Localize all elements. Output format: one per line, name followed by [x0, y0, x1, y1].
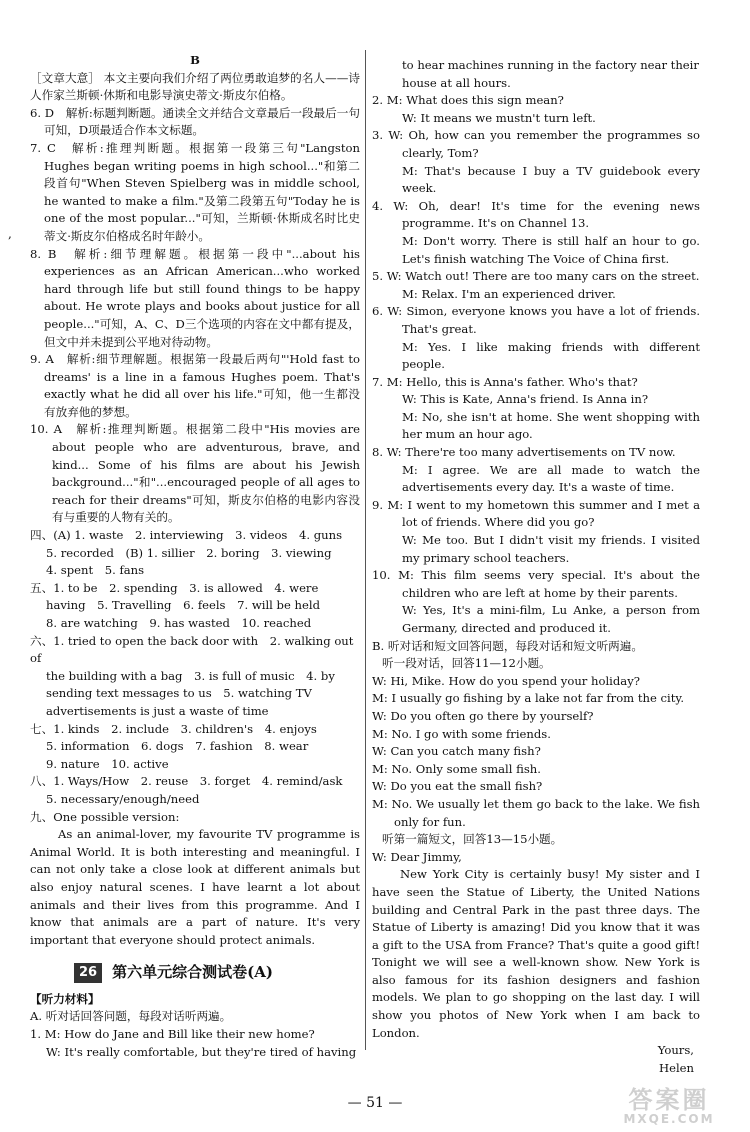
section-6-line: 六、1. tried to open the back door with 2. walking out of	[30, 633, 354, 666]
section-7-line: 七、1. kinds 2. include 3. children's 4. enjoys	[30, 721, 317, 736]
unit-title: 第六单元综合测试卷(A)	[112, 963, 273, 982]
dialogue-line: 3. W: Oh, how can you remember the programmes so clearly, Tom?	[372, 128, 700, 160]
answer-6: 6. D 解析:标题判断题。通读全文并结合文章最后一段最后一句可知，D项最适合作本文标题。	[30, 105, 360, 138]
dialogue-line: W: Me too. But I didn't visit my friends. I visited my primary school teachers.	[402, 533, 700, 565]
watermark-bottom: MXQE.COM	[623, 1112, 715, 1126]
section-4-line: 四、(A) 1. waste 2. interviewing 3. videos 4. guns	[30, 528, 343, 543]
dialogue-11-line: M: No. I go with some friends.	[372, 726, 551, 741]
dialogue-line: W: Yes, It's a mini-film, Lu Anke, a person from Germany, directed and produced it.	[402, 603, 700, 635]
passage-13-heading: 听第一篇短文，回答13—15小题。	[382, 832, 563, 847]
dialogue-line: 10. M: This film seems very special. It's about the children who are left at home by their parents.	[372, 568, 700, 600]
left-column	[30, 52, 360, 1061]
dialogue-11-line: W: Do you eat the small fish?	[372, 779, 543, 794]
answer-9: 9. A 解析:细节理解题。根据第一段最后两句"'Hold fast to dreams' is a line in a famous Hughes poem. That's exactly what he did all over his life."可知，他一生都没有放弃他的梦想。	[30, 352, 360, 419]
letter-closing: Yours,	[657, 1043, 694, 1058]
watermark	[594, 1088, 744, 1128]
part-a-instructions: A. 听对话回答问题，每段对话听两遍。	[30, 1009, 232, 1024]
dialogue-1-continued: to hear machines running in the factory near their	[402, 58, 699, 72]
section-4-line: 4. spent 5. fans	[46, 563, 145, 578]
dialogue-line: 9. M: I went to my hometown this summer and I met a lot of friends. Where did you go?	[372, 497, 700, 530]
answer-8: 8. B 解析:细节理解题。根据第一段中"...about his experiences as an African American...who worked hard through life but still found things to be happy about. He wrote plays and books about justice for all people..."可知，A、C、D三个选项的内容在文中都有提及，但文中并未提到公平地对待动物。	[30, 246, 360, 349]
dialogue-11-line: M: No. Only some small fish.	[372, 761, 541, 776]
section-5-line: 五、1. to be 2. spending 3. is allowed 4. were	[30, 580, 319, 595]
dialogue-list	[372, 92, 700, 637]
dialogue-line: M: Relax. I'm an experienced driver.	[402, 286, 616, 301]
section-6-line: the building with a bag 3. is full of music 4. by	[46, 668, 335, 683]
letter-body: New York City is certainly busy! My sister and I have seen the Statue of Liberty, the United Nations building and Central Park in the past three days. The Statue of Liberty is amazing! Did you know that it was a gift to the USA from France? That's quite a good gift! Tonight we will see a well-known show. New York is also famous for its fashion designers and fashion models. We plan to go shopping on the last day. I will show you photos of New York when I am back to London.	[372, 867, 700, 1040]
dialogue-line: W: It means we mustn't turn left.	[402, 110, 596, 125]
unit-heading	[74, 963, 360, 983]
dialogue-line: W: This is Kate, Anna's friend. Is Anna in?	[402, 392, 649, 407]
section-6-line: sending text messages to us 5. watching TV	[46, 686, 312, 701]
dialogue-line: M: Don't worry. There is still half an hour to go. Let's finish watching The Voice of China first.	[402, 233, 700, 266]
section-5-line: having 5. Travelling 6. feels 7. will be held	[46, 598, 320, 613]
dialogue-line: 5. W: Watch out! There are too many cars on the street.	[372, 269, 700, 284]
dialogue-11-line: M: No. We usually let them go back to the lake. We fish only for fun.	[372, 796, 700, 829]
dialogue-11-line: W: Can you catch many fish?	[372, 744, 541, 759]
dialogue-line: M: Yes. I like making friends with different people.	[402, 339, 700, 372]
dialogue-11-line: W: Hi, Mike. How do you spend your holiday?	[372, 673, 640, 688]
dialogue-11-line: W: Do you often go there by yourself?	[372, 708, 594, 723]
dialogue-1-line: W: It's really comfortable, but they're tired of having	[46, 1044, 357, 1059]
page-number: — 51 —	[347, 1095, 403, 1111]
article-summary: ［文章大意］ 本文主要向我们介绍了两位勇敢追梦的名人——诗人作家兰斯顿·休斯和电影导演史蒂文·斯皮尔伯格。	[30, 70, 360, 103]
section-8-line: 八、1. Ways/How 2. reuse 3. forget 4. remind/ask	[30, 774, 343, 789]
dialogue-11-heading: 听一段对话，回答11—12小题。	[382, 656, 551, 671]
right-column	[372, 57, 700, 1077]
letter-greeting: W: Dear Jimmy,	[372, 849, 462, 864]
answer-7: 7. C 解析:推理判断题。根据第一段第三句"Langston Hughes began writing poems in high school..."和第二段首句"When Steven Spielberg was in middle school, he wanted to make a film."及第二段第五句"Today he is one of the most popular..."可知，兰斯顿·休斯成名时比史蒂文·斯皮尔伯格成名时年龄小。	[30, 140, 360, 243]
dialogue-line: 6. W: Simon, everyone knows you have a lot of friends. That's great.	[372, 304, 700, 336]
sample-essay: As an animal-lover, my favourite TV programme is Animal World. It is both interesting and meaningful. I can not only take a close look at different animals but also enjoy natural scenes. I have learnt a lot about animals and their lives from this programme. And I know that animals are a part of nature. It's very important that everyone should protect animals.	[30, 827, 360, 947]
margin-mark: ,	[8, 227, 12, 241]
section-b-label: B	[190, 53, 200, 67]
dialogue-1-continued: house at all hours.	[402, 75, 511, 90]
section-9-label: 九、One possible version:	[30, 809, 180, 824]
dialogue-11-line: M: I usually go fishing by a lake not far from the city.	[372, 691, 685, 706]
dialogue-line: M: That's because I buy a TV guidebook every week.	[402, 163, 700, 196]
dialogue-line: M: I agree. We are all made to watch the advertisements every day. It's a waste of time.	[402, 462, 700, 495]
section-7-line: 9. nature 10. active	[46, 756, 169, 771]
dialogue-11-list	[372, 673, 700, 831]
section-6-line: advertisements is just a waste of time	[46, 703, 269, 718]
letter-signature: Helen	[658, 1060, 694, 1075]
section-8-line: 5. necessary/enough/need	[46, 791, 200, 806]
section-7-line: 5. information 6. dogs 7. fashion 8. wear	[46, 739, 309, 754]
dialogue-line: M: No, she isn't at home. She went shopping with her mum an hour ago.	[402, 409, 700, 442]
answer-10: 10. A 解析:推理判断题。根据第二段中"His movies are about people who are adventurous, brave, and kind... Some of his films are about his Jewish background..."和"...encouraged people of all ages to reach for their dreams"可知，斯皮尔伯格的电影内容没有与重要的人物有关的。	[30, 422, 360, 525]
unit-number-badge: 26	[74, 963, 102, 983]
watermark-top: 答案圈	[628, 1086, 710, 1114]
dialogue-line: 7. M: Hello, this is Anna's father. Who's that?	[372, 374, 638, 389]
dialogue-1-line: 1. M: How do Jane and Bill like their new home?	[30, 1027, 315, 1042]
listening-heading: 【听力材料】	[30, 991, 100, 1006]
dialogue-line: 8. W: There're too many advertisements on TV now.	[372, 445, 676, 460]
section-4-line: 5. recorded (B) 1. sillier 2. boring 3. viewing	[46, 545, 332, 560]
dialogue-line: 2. M: What does this sign mean?	[372, 93, 564, 108]
part-b-instructions: B. 听对话和短文回答问题，每段对话和短文听两遍。	[372, 638, 643, 653]
section-5-line: 8. are watching 9. has wasted 10. reached	[46, 616, 312, 630]
column-divider	[365, 50, 366, 1050]
dialogue-line: 4. W: Oh, dear! It's time for the evening news programme. It's on Channel 13.	[372, 198, 700, 231]
